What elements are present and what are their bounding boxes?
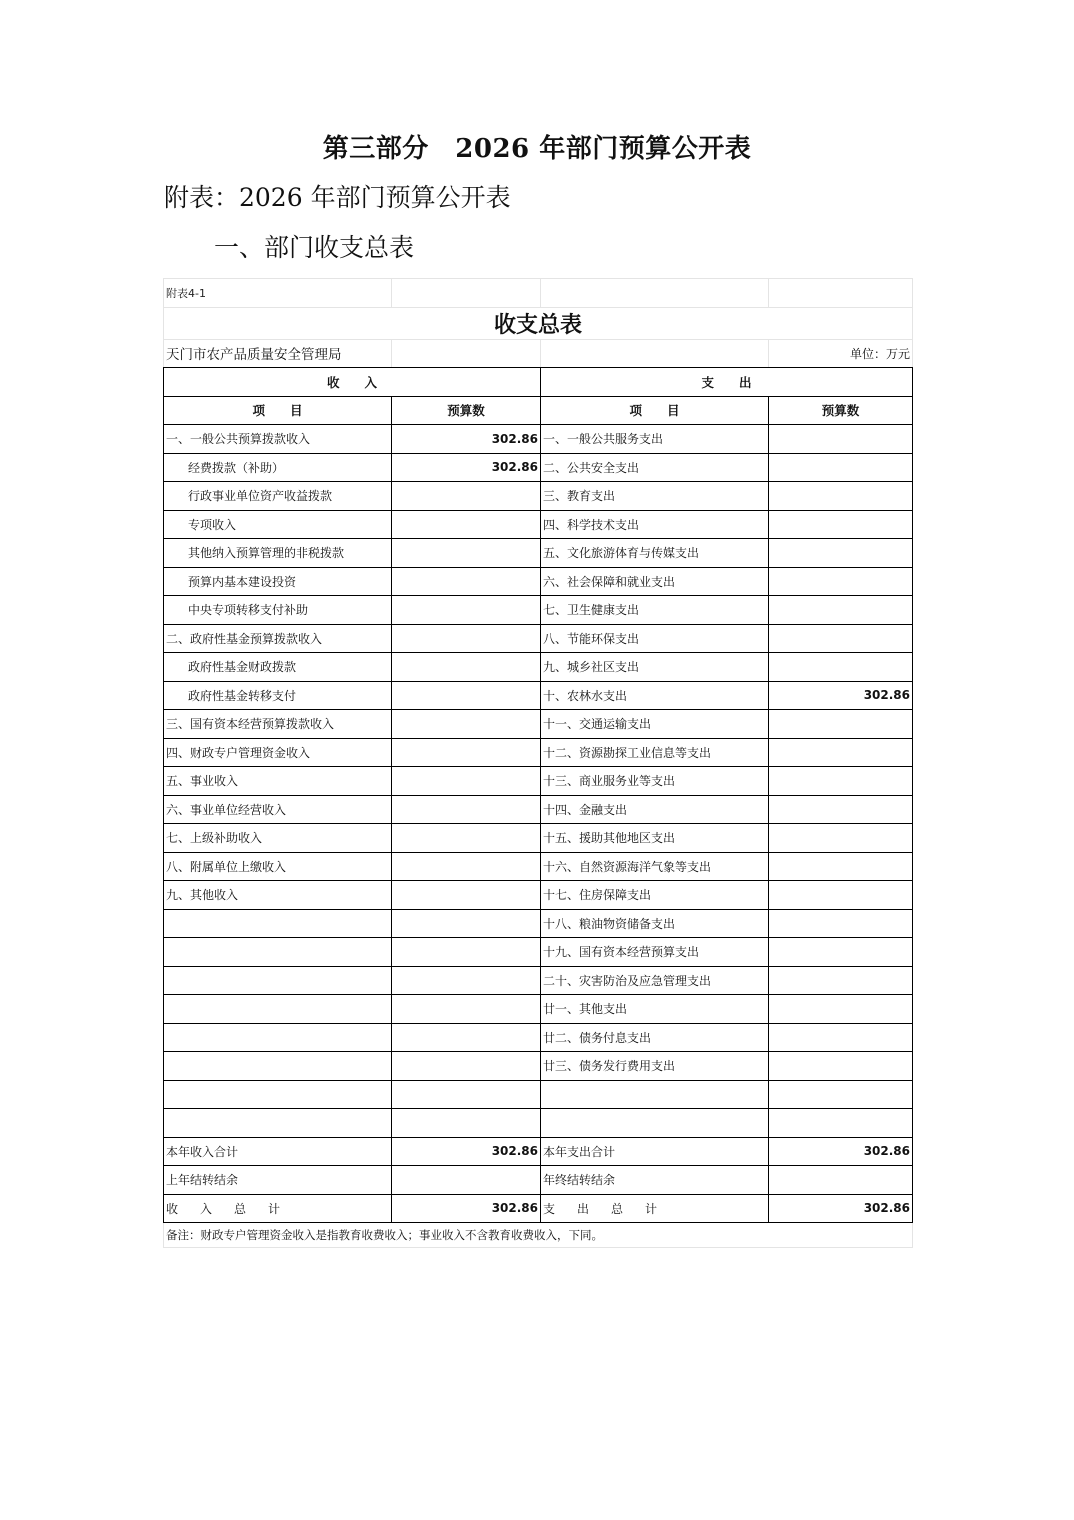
income-item: 四、财政专户管理资金收入 [164,738,392,767]
expense-value [769,453,913,482]
income-item [164,1109,392,1138]
income-value [392,1023,541,1052]
table-note: 备注：财政专户管理资金收入是指教育收费收入；事业收入不含教育收费收入，下同。 [164,1223,913,1248]
expense-item: 十二、资源勘探工业信息等支出 [541,738,769,767]
expense-header: 支 出 [541,368,913,397]
expense-item: 十九、国有资本经营预算支出 [541,938,769,967]
expense-item: 二十、灾害防治及应急管理支出 [541,966,769,995]
expense-value [769,881,913,910]
grand-expense-label: 支出总计 [541,1194,769,1223]
income-value [392,909,541,938]
expense-value [769,510,913,539]
income-value [392,710,541,739]
income-item [164,995,392,1024]
income-value [392,624,541,653]
expense-item-header: 项 目 [541,396,769,425]
expense-item: 廿一、其他支出 [541,995,769,1024]
income-value [392,738,541,767]
income-item: 二、政府性基金预算拨款收入 [164,624,392,653]
income-item: 七、上级补助收入 [164,824,392,853]
expense-item: 七、卫生健康支出 [541,596,769,625]
income-item: 五、事业收入 [164,767,392,796]
year-income-total: 302.86 [392,1137,541,1166]
table-row [164,681,913,710]
table-row [164,852,913,881]
table-row [164,938,913,967]
table-row [164,795,913,824]
income-item: 三、国有资本经营预算拨款收入 [164,710,392,739]
expense-value [769,596,913,625]
income-value [392,539,541,568]
table-row [164,824,913,853]
income-item: 政府性基金财政拨款 [164,653,392,682]
income-item [164,938,392,967]
carryover-in-label: 上年结转结余 [164,1166,392,1195]
income-item: 政府性基金转移支付 [164,681,392,710]
expense-item: 二、公共安全支出 [541,453,769,482]
income-value [392,596,541,625]
expense-item: 十六、自然资源海洋气象等支出 [541,852,769,881]
expense-value [769,653,913,682]
income-value [392,767,541,796]
income-item-header: 项 目 [164,396,392,425]
expense-item: 十五、援助其他地区支出 [541,824,769,853]
grand-income-total: 302.86 [392,1194,541,1223]
table-row [164,567,913,596]
income-item: 九、其他收入 [164,881,392,910]
income-value [392,966,541,995]
expense-item: 十四、金融支出 [541,795,769,824]
expense-item: 廿三、债务发行费用支出 [541,1052,769,1081]
expense-value [769,482,913,511]
table-row [164,539,913,568]
income-value [392,681,541,710]
table-row [164,881,913,910]
income-budget-header: 预算数 [392,396,541,425]
part-title: 第三部分 2026 年部门预算公开表 [322,134,752,164]
table-row [164,710,913,739]
table-row [164,510,913,539]
income-item: 中央专项转移支付补助 [164,596,392,625]
income-value [392,1080,541,1109]
income-item [164,909,392,938]
expense-value [769,995,913,1024]
income-item: 预算内基本建设投资 [164,567,392,596]
income-value [392,852,541,881]
table-row [164,1109,913,1138]
section-title: 一、部门收支总表 [214,233,415,262]
income-value [392,482,541,511]
table-row [164,1023,913,1052]
table-ref: 附表4-1 [164,279,392,308]
income-value [392,881,541,910]
income-item: 其他纳入预算管理的非税拨款 [164,539,392,568]
income-value [392,995,541,1024]
expense-item: 八、节能环保支出 [541,624,769,653]
expense-item: 十、农林水支出 [541,681,769,710]
table-row [164,767,913,796]
year-expense-total: 302.86 [769,1137,913,1166]
expense-value [769,966,913,995]
table-row [164,653,913,682]
expense-item: 十八、粮油物资储备支出 [541,909,769,938]
income-item [164,966,392,995]
expense-value [769,938,913,967]
table-row [164,966,913,995]
grand-expense-total: 302.86 [769,1194,913,1223]
table-row [164,596,913,625]
table-row [164,738,913,767]
income-item: 经费拨款（补助） [164,453,392,482]
table-row [164,1080,913,1109]
expense-item: 六、社会保障和就业支出 [541,567,769,596]
expense-item: 三、教育支出 [541,482,769,511]
expense-value [769,852,913,881]
expense-item: 一、一般公共服务支出 [541,425,769,454]
income-value [392,938,541,967]
budget-summary-table [163,278,913,1248]
table-row [164,995,913,1024]
expense-value [769,710,913,739]
expense-item: 四、科学技术支出 [541,510,769,539]
income-item: 一、一般公共预算拨款收入 [164,425,392,454]
grand-income-label: 收入总计 [164,1194,392,1223]
expense-budget-header: 预算数 [769,396,913,425]
income-value [392,653,541,682]
income-item [164,1052,392,1081]
year-income-total-label: 本年收入合计 [164,1137,392,1166]
expense-value [769,1052,913,1081]
expense-item: 廿二、债务付息支出 [541,1023,769,1052]
income-item: 行政事业单位资产收益拨款 [164,482,392,511]
table-row [164,909,913,938]
expense-item: 十一、交通运输支出 [541,710,769,739]
expense-value [769,624,913,653]
expense-value [769,738,913,767]
income-item [164,1080,392,1109]
expense-value [769,1023,913,1052]
expense-value [769,909,913,938]
income-value: 302.86 [392,453,541,482]
income-value [392,1109,541,1138]
table-row [164,425,913,454]
expense-value [769,567,913,596]
expense-value [769,824,913,853]
income-item [164,1023,392,1052]
table-row [164,482,913,511]
income-item: 六、事业单位经营收入 [164,795,392,824]
income-value [392,567,541,596]
expense-item [541,1109,769,1138]
expense-item [541,1080,769,1109]
year-expense-total-label: 本年支出合计 [541,1137,769,1166]
expense-value [769,767,913,796]
table-row [164,1052,913,1081]
income-item: 八、附属单位上缴收入 [164,852,392,881]
expense-item: 五、文化旅游体育与传媒支出 [541,539,769,568]
expense-item: 十三、商业服务业等支出 [541,767,769,796]
expense-value [769,425,913,454]
income-value [392,795,541,824]
carryover-out-label: 年终结转结余 [541,1166,769,1195]
unit-label: 单位：万元 [769,339,913,368]
table-row [164,624,913,653]
appendix-title: 附表：2026 年部门预算公开表 [164,183,511,212]
income-value: 302.86 [392,425,541,454]
income-item: 专项收入 [164,510,392,539]
income-value [392,510,541,539]
expense-item: 九、城乡社区支出 [541,653,769,682]
expense-value: 302.86 [769,681,913,710]
table-row [164,453,913,482]
income-value [392,1052,541,1081]
expense-value [769,795,913,824]
table-caption: 收支总表 [164,307,913,339]
department-name: 天门市农产品质量安全管理局 [164,339,392,368]
income-header: 收 入 [164,368,541,397]
expense-value [769,539,913,568]
expense-value [769,1080,913,1109]
expense-value [769,1109,913,1138]
expense-item: 十七、住房保障支出 [541,881,769,910]
income-value [392,824,541,853]
